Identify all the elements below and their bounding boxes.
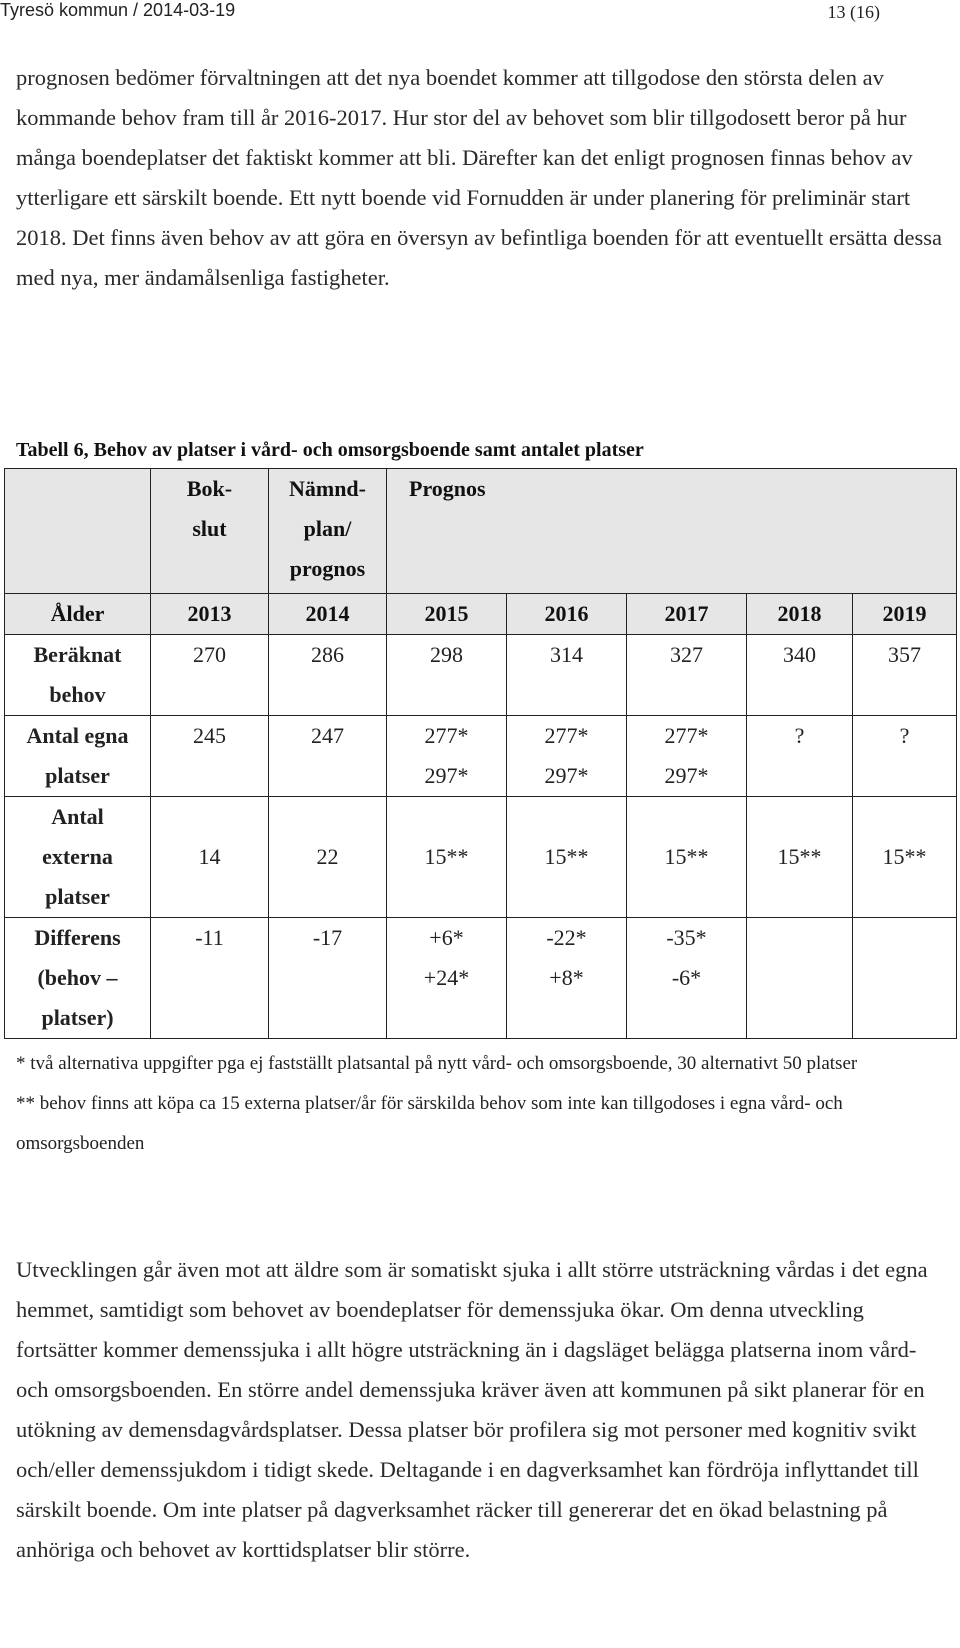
table-cell: 15** xyxy=(507,797,627,918)
table-row-antal-egna-platser xyxy=(5,716,957,797)
table-footnotes xyxy=(16,1044,946,1164)
table-year-header-row xyxy=(5,594,957,635)
table-cell: 22 xyxy=(269,797,387,918)
table-cell: 15** xyxy=(627,797,747,918)
header-year: 2013 xyxy=(151,594,269,635)
table-cell: 247 xyxy=(269,716,387,797)
header-org-date: Tyresö kommun / 2014-03-19 xyxy=(0,0,236,20)
header-year: 2017 xyxy=(627,594,747,635)
table-cell: 14 xyxy=(151,797,269,918)
table-cell: 286 xyxy=(269,635,387,716)
header-year: 2019 xyxy=(853,594,957,635)
page-number: 13 (16) xyxy=(827,2,880,22)
table-cell: ? xyxy=(747,716,853,797)
table-cell: 314 xyxy=(507,635,627,716)
header-empty-cell xyxy=(5,469,151,594)
table-cell xyxy=(747,918,853,1039)
header-year: 2016 xyxy=(507,594,627,635)
table-row-antal-externa-platser xyxy=(5,797,957,918)
table-cell: 340 xyxy=(747,635,853,716)
table-row-differens xyxy=(5,918,957,1039)
row-label: Antal externa platser xyxy=(5,797,151,918)
table-cell: 245 xyxy=(151,716,269,797)
header-year: 2018 xyxy=(747,594,853,635)
table-cell: 270 xyxy=(151,635,269,716)
header-bokslut: Bok- slut xyxy=(151,469,269,594)
table-cell: 357 xyxy=(853,635,957,716)
row-label: Beräknat behov xyxy=(5,635,151,716)
table-cell: 277* 297* xyxy=(387,716,507,797)
table-caption: Tabell 6, Behov av platser i vård- och omsorgsboende samt antalet platser xyxy=(16,439,644,461)
table-cell: +6* +24* xyxy=(387,918,507,1039)
table-cell: 277* 297* xyxy=(507,716,627,797)
row-label: Antal egna platser xyxy=(5,716,151,797)
places-table xyxy=(4,468,957,1039)
table-cell: -22* +8* xyxy=(507,918,627,1039)
table-cell: 327 xyxy=(627,635,747,716)
header-year: 2014 xyxy=(269,594,387,635)
table-cell: 15** xyxy=(387,797,507,918)
table-group-header-row xyxy=(5,469,957,594)
header-prognos: Prognos xyxy=(387,469,957,594)
table-cell: ? xyxy=(853,716,957,797)
table-cell: -17 xyxy=(269,918,387,1039)
page-header xyxy=(0,0,960,26)
table-cell: 277* 297* xyxy=(627,716,747,797)
footnote-1: * två alternativa uppgifter pga ej fastställt platsantal på nytt vård- och omsorgsboende, 30 alternativt 50 platser xyxy=(16,1053,858,1074)
body-paragraph-2: Utvecklingen går även mot att äldre som är somatiskt sjuka i allt större utsträckning vårdas i det egna hemmet, samtidigt som behovet av boendeplatser för demenssjuka ökar. Om denna utveckling fortsätter kommer demenssjuka i allt högre utsträckning än i dagsläget belägga platserna inom vård- och omsorgsboenden. En större andel demenssjuka kräver även att kommunen på sikt planerar för en utökning av demensdagvårdsplatser. Dessa platser bör profilera sig mot personer med kognitiv svikt och/eller demenssjukdom i tidigt skede. Deltagande i en dagverksamhet kan fördröja inflyttandet till särskilt boende. Om inte platser på dagverksamhet räcker till genererar det en ökad belastning på anhöriga och behovet av korttidsplatser blir större. xyxy=(16,1257,928,1562)
row-label: Differens (behov – platser) xyxy=(5,918,151,1039)
header-age: Ålder xyxy=(5,594,151,635)
table-cell: -35* -6* xyxy=(627,918,747,1039)
table-cell: 298 xyxy=(387,635,507,716)
table-row-beraknat-behov xyxy=(5,635,957,716)
table-cell xyxy=(853,918,957,1039)
table-cell: 15** xyxy=(853,797,957,918)
footnote-2: ** behov finns att köpa ca 15 externa platser/år för särskilda behov som inte kan tillgodoses i egna vård- och omsorgsboenden xyxy=(16,1093,843,1154)
table-cell: -11 xyxy=(151,918,269,1039)
body-paragraph-1: prognosen bedömer förvaltningen att det nya boendet kommer att tillgodose den största delen av kommande behov fram till år 2016-2017. Hur stor del av behovet som blir tillgodosett beror på hur många boendeplatser det faktiskt kommer att bli. Därefter kan det enligt prognosen finnas behov av ytterligare ett särskilt boende. Ett nytt boende vid Fornudden är under planering för preliminär start 2018. Det finns även behov av att göra en översyn av befintliga boenden för att eventuellt ersätta dessa med nya, mer ändamålsenliga fastigheter. xyxy=(16,65,942,290)
header-namndplan: Nämnd- plan/ prognos xyxy=(269,469,387,594)
table-cell: 15** xyxy=(747,797,853,918)
header-year: 2015 xyxy=(387,594,507,635)
